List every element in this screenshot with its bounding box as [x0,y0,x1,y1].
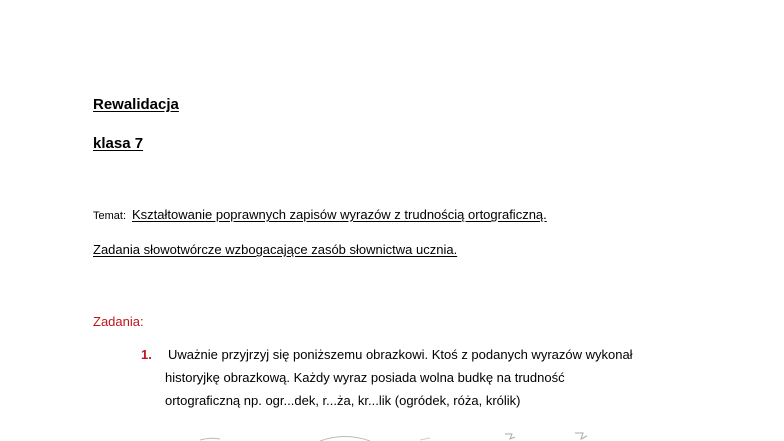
picture-story-sketch [0,430,784,441]
task-text-line: Uważnie przyjrzyj się poniższemu obrazkowi. Ktoś z podanych wyrazów wykonał [168,347,633,362]
topic-label: Temat: [93,210,127,222]
task-number: 1. [141,347,152,362]
task-text-line: ortograficzną np. ogr...dek, r...ża, kr...lik (ogródek, róża, królik) [165,393,521,408]
class-heading: klasa 7 [93,135,144,152]
document-heading: Rewalidacja [93,96,179,113]
task-text-line: historyjkę obrazkową. Każdy wyraz posiada wolna budkę na trudność [165,370,565,385]
topic-subtitle: Zadania słowotwórcze wzbogacające zasób słownictwa ucznia. [93,242,458,257]
topic-text: Kształtowanie poprawnych zapisów wyrazów z trudnością ortograficzną. [132,207,547,222]
tasks-label: Zadania: [93,314,144,329]
topic-line [93,208,547,222]
